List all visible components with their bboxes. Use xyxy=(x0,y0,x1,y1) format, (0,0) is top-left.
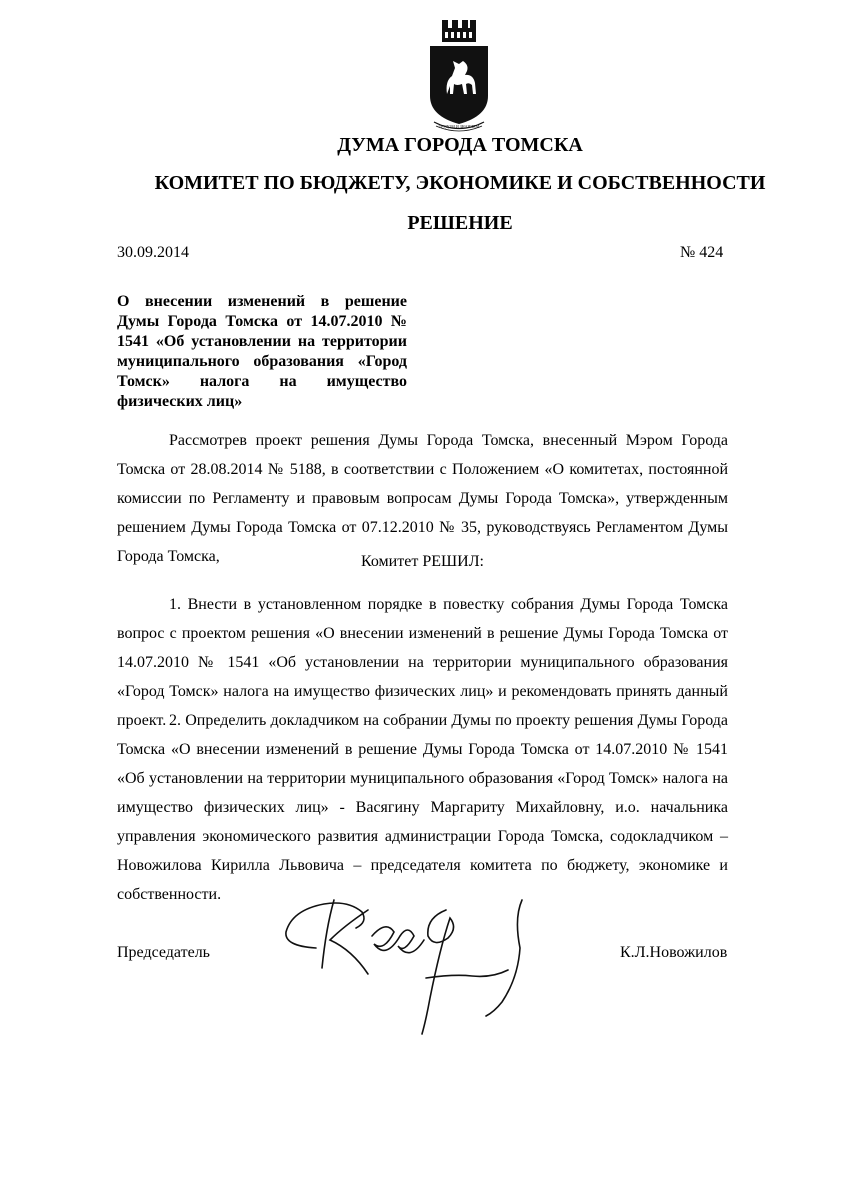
decision-item-2: 2. Определить докладчиком на собрании Думы по проекту решения Думы Города Томска «О внесении изменений в решение Думы Города Томска от 14.07.2010 № 1541 «Об установлении на территории муниципального образования «Город Томск» налога на имущество физических лиц» - Васягину Маргариту Михайловну, и.о. начальника управления экономического развития администрации Города Томска, содокладчиком – Новожилова Кирилла Львовича – председателя комитета по бюджету, экономике и собственности. xyxy=(117,712,728,903)
document-type: РЕШЕНИЕ xyxy=(407,212,513,234)
document-number: № 424 xyxy=(680,244,724,261)
document-date: 30.09.2014 xyxy=(117,244,189,261)
handwritten-signature-icon xyxy=(276,888,546,1038)
city-coat-of-arms-icon xyxy=(424,18,494,136)
signatory-role: Председатель xyxy=(117,944,210,961)
intro-paragraph: Рассмотрев проект решения Думы Города Томска, внесенный Мэром Города Томска от 28.08.2014 № 5188, в соответствии с Положением «О комитетах, постоянной комиссии по Регламенту и правовым вопросам Думы Города Томска», утвержденным решением Думы Города Томска от 07.12.2010 № 35, руководствуясь Регламентом Думы Города Томска, xyxy=(117,432,728,565)
organization-title: ДУМА ГОРОДА ТОМСКА xyxy=(337,134,583,156)
committee-title: КОМИТЕТ ПО БЮДЖЕТУ, ЭКОНОМИКЕ И СОБСТВЕННОСТИ xyxy=(154,172,766,194)
signatory-name: К.Л.Новожилов xyxy=(620,944,728,961)
emblem-motto: ТРУДОМ И ЗНАНИЕМ xyxy=(438,124,480,129)
resolved-heading: Комитет РЕШИЛ: xyxy=(360,553,484,570)
decision-item-1: 1. Внести в установленном порядке в повестку собрания Думы Города Томска вопрос с проектом решения «О внесении изменений в решение Думы Города Томска от 14.07.2010 № 1541 «Об установлении на территории муниципального образования «Город Томск» налога на имущество физических лиц» и рекомендовать принять данный проект. xyxy=(117,596,728,729)
document-subject: О внесении изменений в решение Думы Города Томска от 14.07.2010 № 1541 «Об установлении на территории муниципального образования «Город Томск» налога на имущество физических лиц» xyxy=(117,293,407,410)
